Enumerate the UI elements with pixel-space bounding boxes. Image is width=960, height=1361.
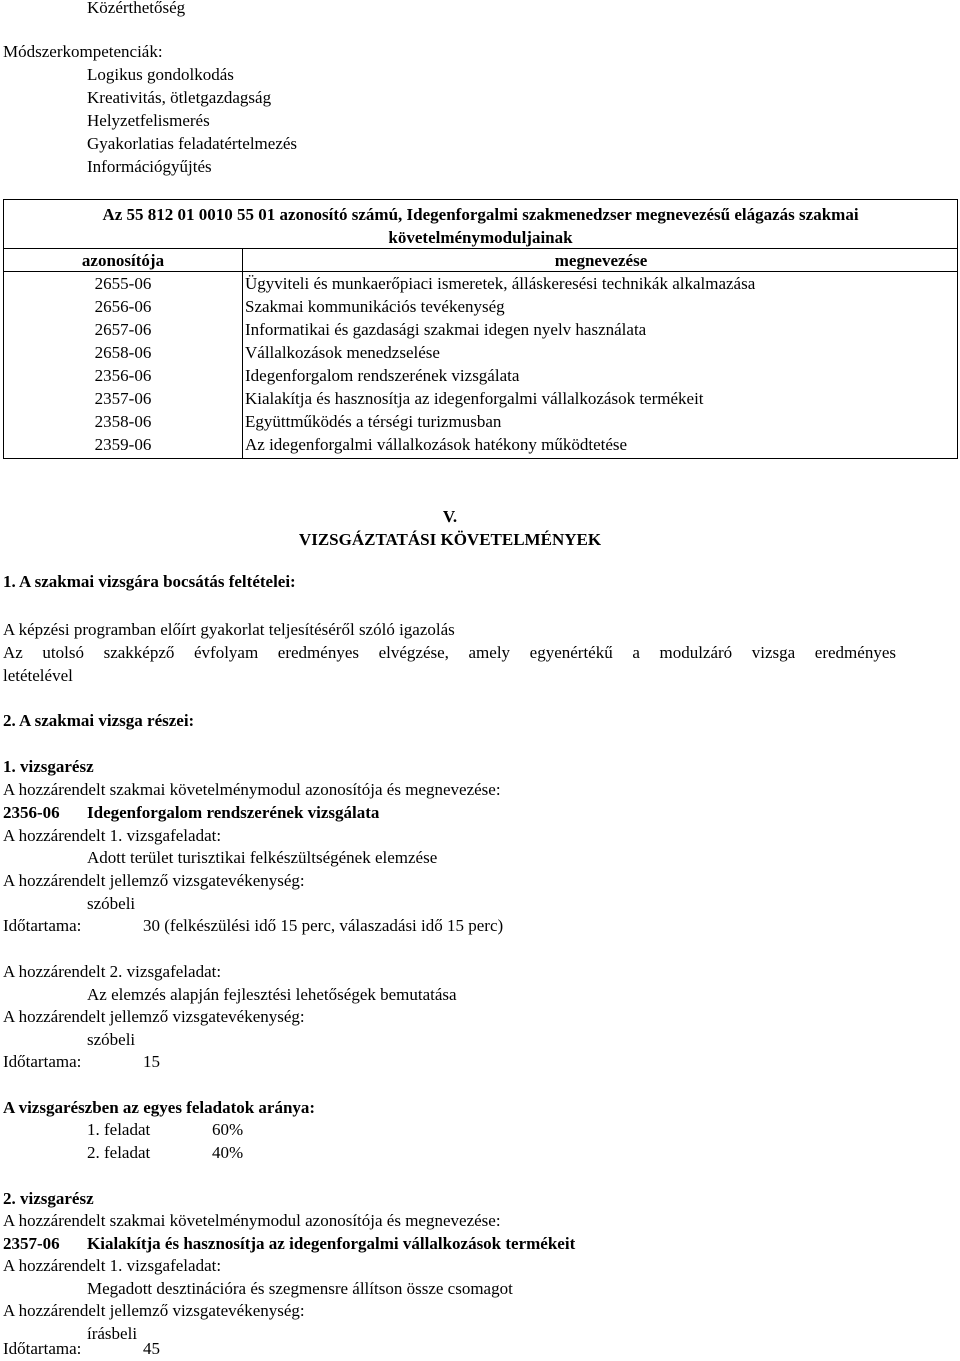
module-table	[3, 199, 958, 459]
module-name: Az idegenforgalmi vállalkozások hatékony működtetése	[245, 435, 628, 454]
table-row	[4, 318, 957, 341]
exam1-activity-label: A hozzárendelt jellemző vizsgatevékenység:	[3, 871, 305, 890]
exam2-duration-label: Időtartama:	[3, 1339, 82, 1358]
exam2-module-name: Kialakítja és hasznosítja az idegenforgalmi vállalkozások termékeit	[87, 1234, 576, 1253]
exam1-module-label: A hozzárendelt szakmai követelménymodul azonosítója és megnevezése:	[3, 780, 501, 799]
module-id: 2356-06	[94, 366, 152, 385]
method-item: Információgyűjtés	[87, 157, 212, 176]
section-title: VIZSGÁZTATÁSI KÖVETELMÉNYEK	[298, 530, 602, 549]
ratio-percent: 60%	[212, 1120, 244, 1139]
exam1-activity-label: A hozzárendelt jellemző vizsgatevékenység:	[3, 1007, 305, 1026]
module-id: 2656-06	[94, 297, 152, 316]
module-name: Szakmai kommunikációs tevékenység	[245, 297, 505, 316]
method-item: Gyakorlatias feladatértelmezés	[87, 134, 298, 153]
table-header-row	[4, 249, 957, 272]
exam1-task2-label: A hozzárendelt 2. vizsgafeladat:	[3, 962, 222, 981]
table-row	[4, 387, 957, 410]
exam2-heading: 2. vizsgarész	[3, 1189, 94, 1208]
exam2-activity: írásbeli	[87, 1324, 138, 1343]
exam2-module-label: A hozzárendelt szakmai követelménymodul azonosítója és megnevezése:	[3, 1211, 501, 1230]
part2-heading: 2. A szakmai vizsga részei:	[3, 711, 195, 730]
competence-kozerthetoseg: Közérthetőség	[87, 0, 186, 17]
module-id: 2358-06	[94, 412, 152, 431]
module-name: Ügyviteli és munkaerőpiaci ismeretek, álláskeresési technikák alkalmazása	[245, 274, 756, 293]
exam1-task1-text: Adott terület turisztikai felkészültségének elemzése	[87, 848, 438, 867]
table-caption-line2: követelménymoduljainak	[388, 228, 573, 247]
ratio-heading: A vizsgarészben az egyes feladatok aránya:	[3, 1098, 316, 1117]
method-item: Helyzetfelismerés	[87, 111, 210, 130]
table-row	[4, 410, 957, 433]
module-name: Idegenforgalom rendszerének vizsgálata	[245, 366, 520, 385]
table-caption-line1: Az 55 812 01 0010 55 01 azonosító számú, Idegenforgalmi szakmenedzser megnevezésű elágazás szakmai	[102, 205, 859, 224]
exam1-duration-label: Időtartama:	[3, 1052, 82, 1071]
exam2-task1-label: A hozzárendelt 1. vizsgafeladat:	[3, 1256, 222, 1275]
table-row	[4, 433, 957, 456]
module-name: Vállalkozások menedzselése	[245, 343, 440, 362]
exam1-activity: szóbeli	[87, 894, 136, 913]
section-number: V.	[442, 507, 458, 526]
part1-line2a: Az utolsó szakképző évfolyam eredményes elvégzése, amely egyenértékű a modulzáró vizsga eredményes	[3, 643, 896, 662]
module-id: 2658-06	[94, 343, 152, 362]
part1-heading: 1. A szakmai vizsgára bocsátás feltételei:	[3, 572, 296, 591]
ratio-percent: 40%	[212, 1143, 244, 1162]
exam1-module-id: 2356-06	[3, 803, 60, 822]
table-row	[4, 272, 957, 295]
exam1-activity: szóbeli	[87, 1030, 136, 1049]
module-id: 2657-06	[94, 320, 152, 339]
exam2-module-id: 2357-06	[3, 1234, 60, 1253]
exam1-duration: 30 (felkészülési idő 15 perc, válaszadási idő 15 perc)	[143, 916, 504, 935]
part1-line1: A képzési programban előírt gyakorlat teljesítéséről szóló igazolás	[3, 620, 455, 639]
column-header-id: azonosítója	[81, 251, 165, 270]
method-competences-heading: Módszerkompetenciák:	[3, 42, 163, 61]
column-header-name: megnevezése	[554, 251, 648, 270]
module-id: 2357-06	[94, 389, 152, 408]
exam1-duration-label: Időtartama:	[3, 916, 82, 935]
table-row	[4, 341, 957, 364]
table-row	[4, 364, 957, 387]
exam1-task1-label: A hozzárendelt 1. vizsgafeladat:	[3, 826, 222, 845]
exam2-activity-label: A hozzárendelt jellemző vizsgatevékenység:	[3, 1301, 305, 1320]
module-id: 2359-06	[94, 435, 152, 454]
exam1-task2-text: Az elemzés alapján fejlesztési lehetőségek bemutatása	[87, 985, 457, 1004]
module-name: Kialakítja és hasznosítja az idegenforgalmi vállalkozások termékeit	[245, 389, 704, 408]
exam1-heading: 1. vizsgarész	[3, 757, 94, 776]
exam2-task1-text: Megadott desztinációra és szegmensre állítson össze csomagot	[87, 1279, 513, 1298]
exam2-duration: 45	[143, 1339, 160, 1358]
exam1-module-name: Idegenforgalom rendszerének vizsgálata	[87, 803, 380, 822]
exam1-duration: 15	[143, 1052, 160, 1071]
module-name: Informatikai és gazdasági szakmai idegen nyelv használata	[245, 320, 647, 339]
module-name: Együttműködés a térségi turizmusban	[245, 412, 502, 431]
method-item: Logikus gondolkodás	[87, 65, 234, 84]
module-id: 2655-06	[94, 274, 152, 293]
ratio-task: 1. feladat	[87, 1120, 151, 1139]
method-item: Kreativitás, ötletgazdagság	[87, 88, 272, 107]
part1-line2b: letételével	[3, 666, 73, 685]
table-row	[4, 295, 957, 318]
ratio-task: 2. feladat	[87, 1143, 151, 1162]
